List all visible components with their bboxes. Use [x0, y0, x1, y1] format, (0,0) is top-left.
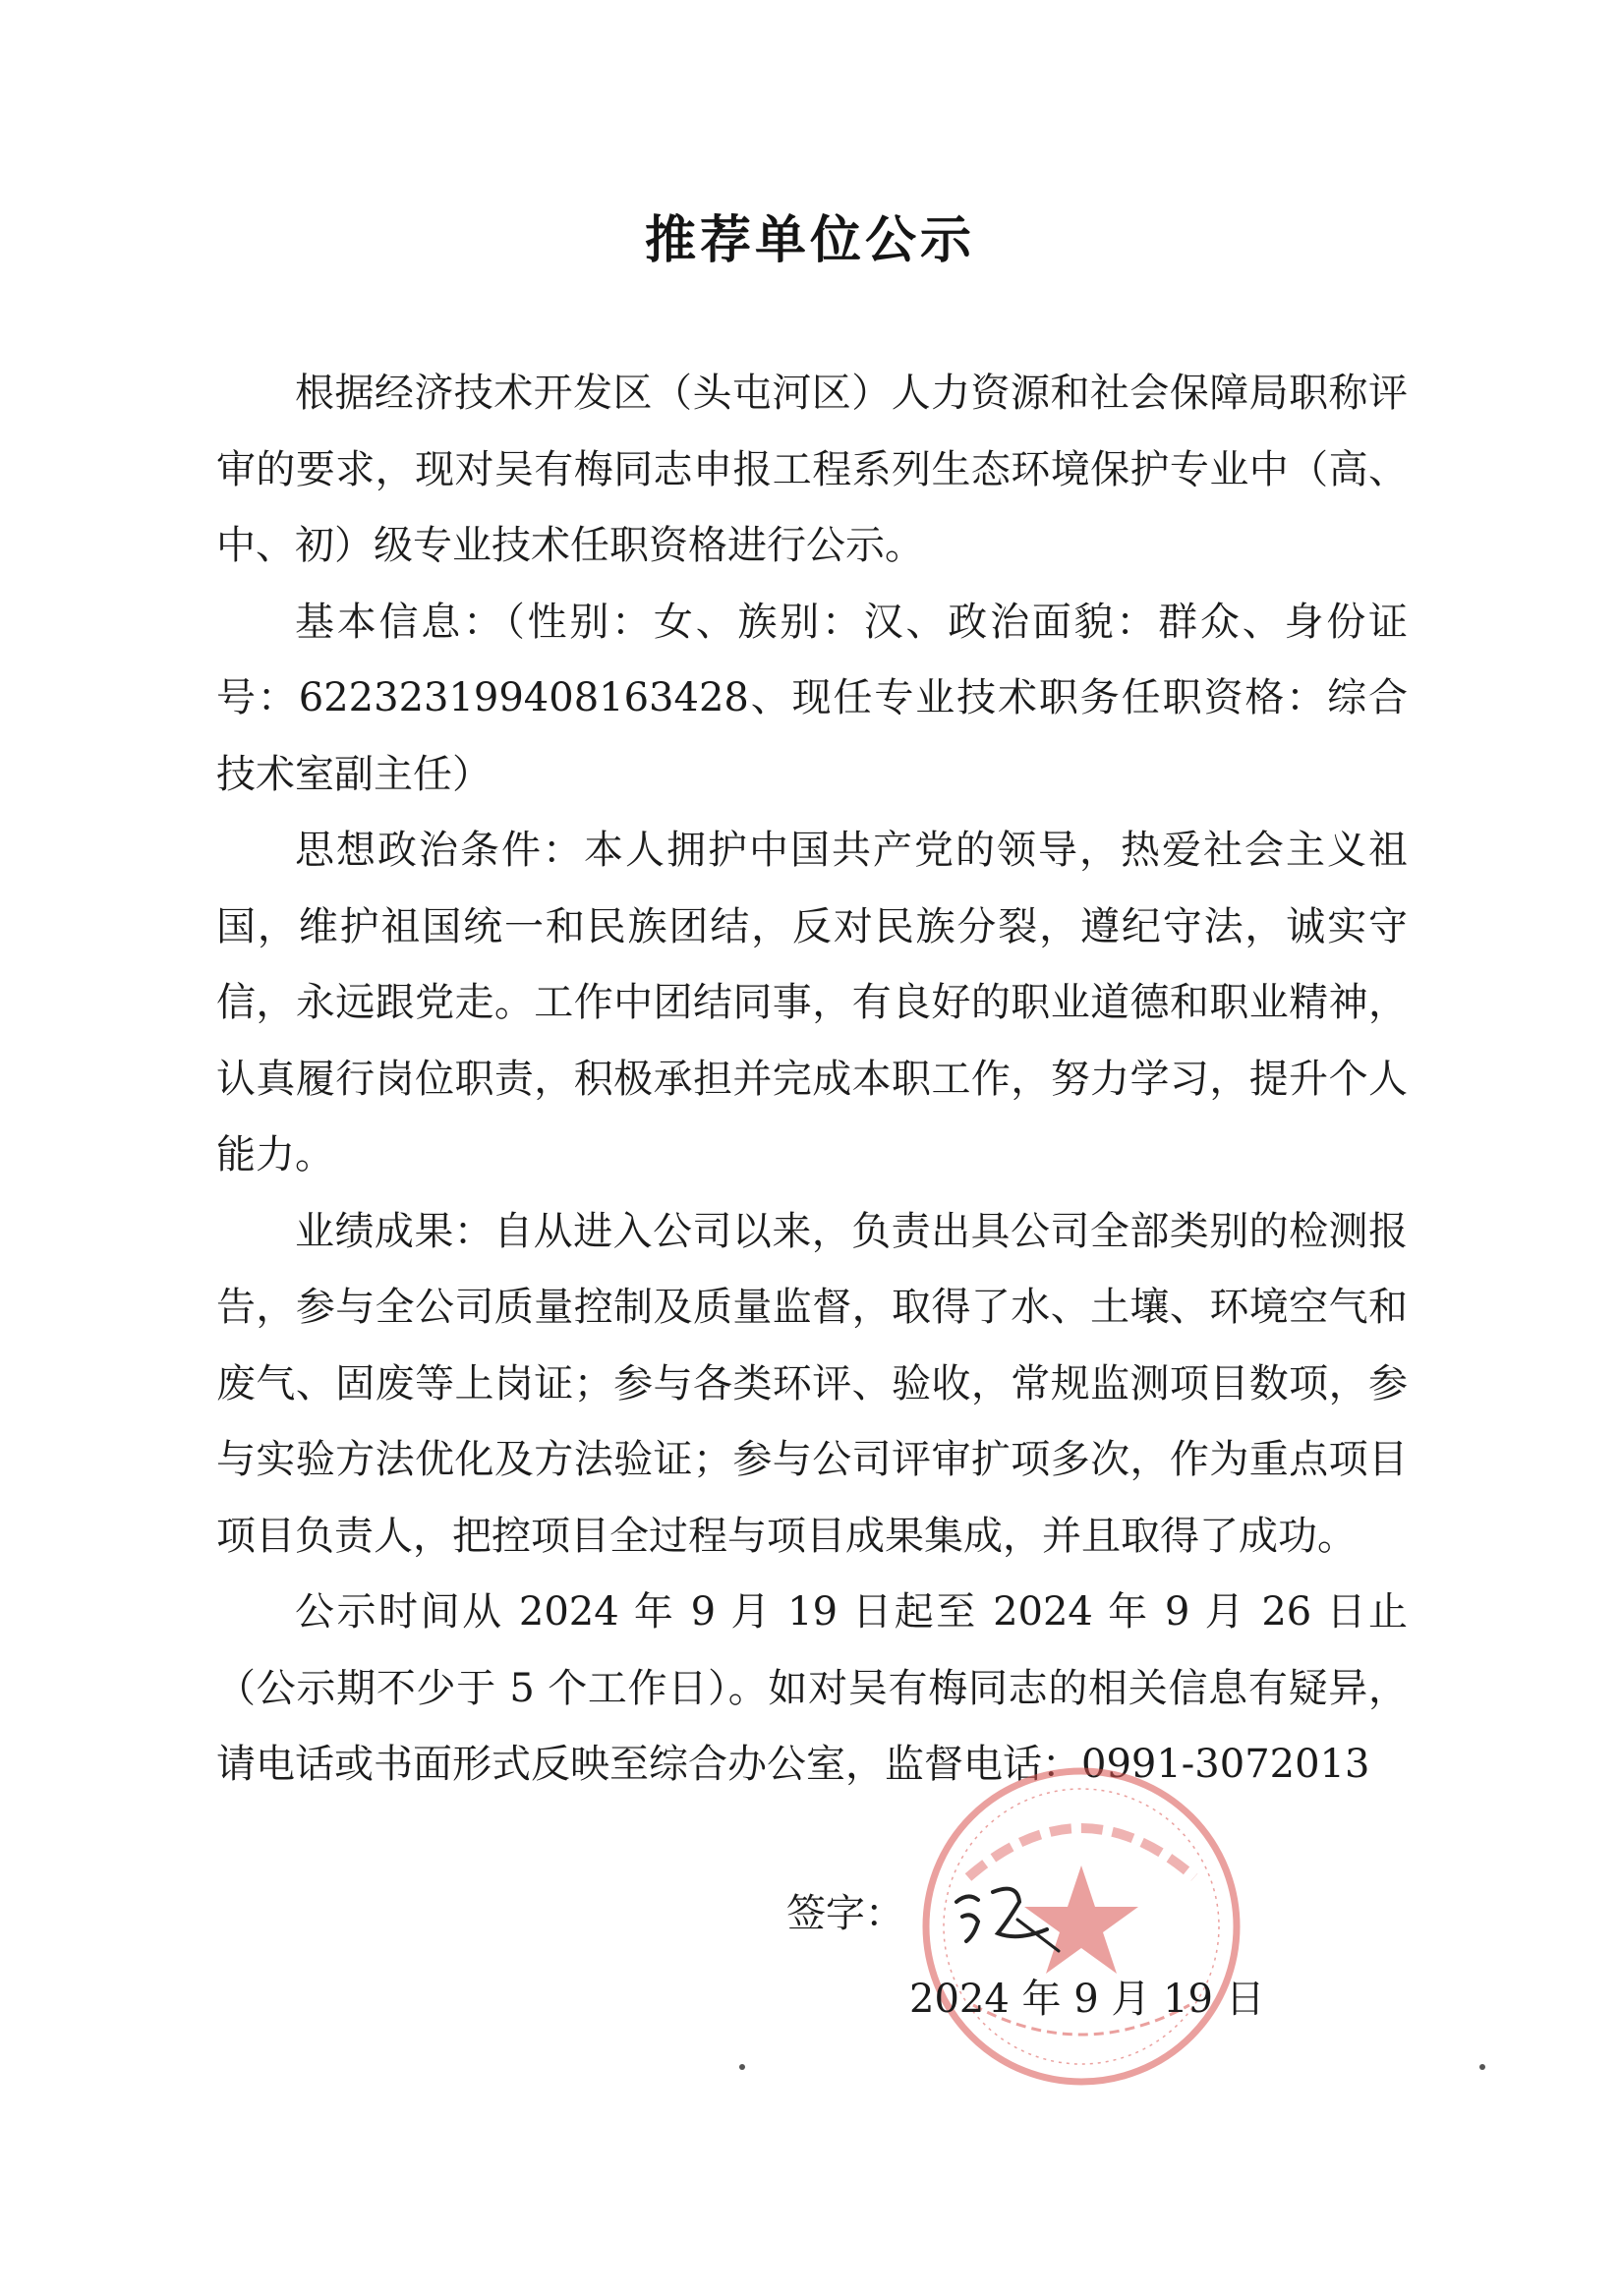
signature-label: 签字：: [786, 1891, 904, 1936]
paragraph-achievements: 业绩成果：自从进入公司以来，负责出具公司全部类别的检测报告，参与全公司质量控制及质量监督，取得了水、土壤、环境空气和废气、固废等上岗证；参与各类环评、验收，常规监测项目数项，参与实验方法优化及方法验证；参与公司评审扩项多次，作为重点项目项目负责人，把控项目全过程与项目成果集成，并且取得了成功。: [216, 1208, 1408, 1559]
signature-date: 2024 年 9 月 19 日: [909, 1977, 1265, 2022]
scan-speck: [1479, 2064, 1485, 2070]
scan-speck: [739, 2064, 745, 2070]
paragraph-intro: 根据经济技术开发区（头屯河区）人力资源和社会保障局职称评审的要求，现对吴有梅同志申报工程系列生态环境保护专业中（高、中、初）级专业技术任职资格进行公示。: [216, 371, 1408, 568]
document-body: [216, 356, 1408, 1804]
paragraph-notice-period: 公示时间从 2024 年 9 月 19 日起至 2024 年 9 月 26 日止（公示期不少于 5 个工作日）。如对吴有梅同志的相关信息有疑异，请电话或书面形式反映至综合办公室，监督电话：0991-3072013: [216, 1589, 1408, 1787]
handwritten-signature-icon: [949, 1872, 1067, 1961]
document-title: 推荐单位公示: [644, 211, 975, 270]
paragraph-political: 思想政治条件：本人拥护中国共产党的领导，热爱社会主义祖国，维护祖国统一和民族团结，反对民族分裂，遵纪守法，诚实守信，永远跟党走。工作中团结同事，有良好的职业道德和职业精神，认真履行岗位职责，积极承担并完成本职工作，努力学习，提升个人能力。: [216, 828, 1408, 1177]
paragraph-basic-info: 基本信息：（性别：女、族别：汉、政治面貌：群众、身份证号：622323199408163428、现任专业技术职务任职资格：综合技术室副主任）: [216, 599, 1408, 797]
